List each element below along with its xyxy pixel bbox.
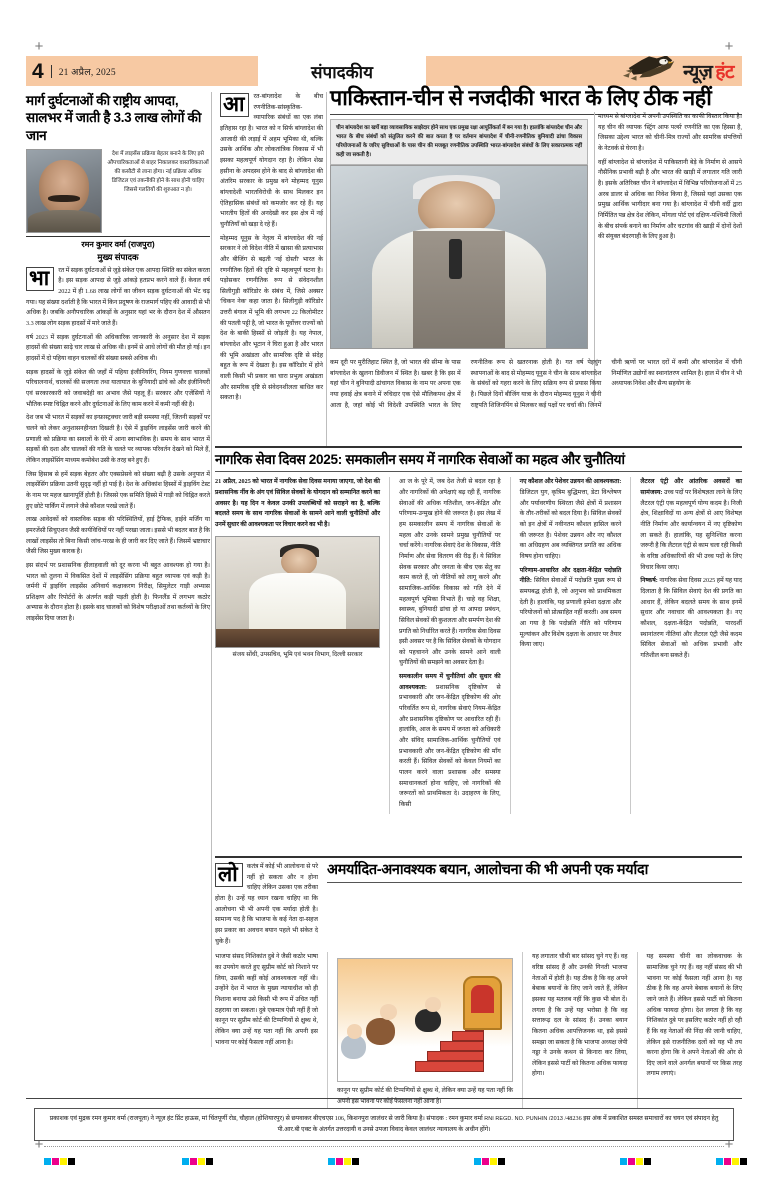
cmyk-bar-3 [328, 1158, 359, 1165]
lead-article-lower [330, 358, 742, 440]
editorial-para: देश जब भी भारत में सड़कों का इन्फ्रास्ट्रक्चर जारी बड़ी समस्या नहीं, जितनी सड़कों पर चलने को लेकर अनुशासनहीनता दिखती है। ऐसे में ड्राइविंग लाइसेंस जारी करने की प्रणाली को प्रक्रिया का सवालों के घेरे में आना स्वाभाविक है। समय के साथ भारत में सड़कों की दशा और चालकों की गति के चलते पर व्यापक परिवर्तन देखने को मिले हैं, लेकिन लाइसेंसिंग माध्यम कमोबेश उसी के तरह बने हुए हैं। [26, 414, 210, 464]
civil-services-para [640, 477, 742, 573]
cmyk-bar-4 [474, 1158, 505, 1165]
civil-services-subhead-2-text: डिजिटल युग, कृत्रिम बुद्धिमत्ता, डेटा विश्लेषण और पर्यावरणीय स्थिरता जैसे क्षेत्रों में प्रशासन के तौर-तरीकों को बदल दिया है। सिविल सेवकों को इन क्षेत्रों में नवीनतम कौशल हासिल करने की जरूरत है। पेशेवर उन्नयन और नए कौशल का अधिग्रहण अब व्यक्तिगत प्रगति का अधिक विषय होना चाहिए। [519, 488, 622, 560]
column-separator-1 [211, 92, 212, 1047]
cmyk-bar-2 [182, 1158, 213, 1165]
statement-dropcap: लो [215, 863, 243, 887]
civil-services-para [640, 576, 742, 661]
masthead-center [258, 56, 426, 86]
statement-col-2 [522, 952, 628, 1107]
editorial-para: जिस हिसाब से हमें सड़क बेहतर और एक्सप्रेसवे को संख्या बढ़ी है उसके अनुपात में लाइसेंसिंग प्रक्रिया उतनी सुदृढ़ नहीं हो पाई है। देश के अधिकांश हिस्सों में ड्राइविंग टेस्ट के नाम पर महज खानापूर्ति होती है। जिससे एक समिति हिस्से में गाड़ी को चिह्नित करते हुए छोटे पार्किंग में लगाने जैसे कौशल परखे जाते हैं। [26, 470, 210, 510]
masthead-right-band [426, 56, 742, 86]
article-divider-2 [215, 856, 742, 858]
civil-services-article [215, 452, 742, 814]
civil-services-byline: संजय सोंधी, उपसचिव, भूमि एवं भवन विभाग, दिल्ली सरकार [232, 651, 363, 658]
cmyk-bar-6 [716, 1158, 747, 1165]
civil-services-subhead-3-text: सिविल सेवाओं में पदोन्नति मुख्य रूप से समयबद्ध होती है, जो अनुभव को प्राथमिकता देती है। हालांकि, यह प्रणाली हमेशा दक्षता और परियोजनों को प्रोत्साहित नहीं करती। अब समय आ गया है कि पदोन्नति नीति को परिणाम मूल्यांकन और विशेष दक्षता के आधार पर तैयार किया जाए। [519, 577, 622, 649]
editorial-body [26, 266, 210, 628]
masthead-left-band [26, 56, 258, 86]
publication-date: 21 अप्रैल, 2025 [51, 65, 116, 78]
section-title: संपादकीय [311, 62, 373, 82]
editorial-author-role: मुख्य संपादक [97, 251, 139, 262]
lead-article-headline: पाकिस्तान-चीन से नजदीकी भारत के लिए ठीक नहीं [330, 86, 712, 110]
civil-services-subhead-1-text: प्रशासनिक दृष्टिकोण से प्रभावकारी और जन-केंद्रित दृष्टिकोण की ओर परिवर्तित रूप से, नागरिक सेवाएं नियम-केंद्रित और प्रशासनिक दृष्टिकोण पर आधारित रही हैं। हालांकि, आज के समय में जनता को अधिकारी और संविद सामाजिक-आर्थिक चुनौतियों एवं प्रभावकारी और जन-केंद्रित दृष्टिकोण की माँग करती हैं। सिविल सेवकों को केवल नियमों का पालन करने वाला प्रशासक और समस्या समाधानकर्ता होना चाहिए, जो नागरिकों की जरूरतों को प्राथमिकता दे। उदाहरण के लिए, किसी [399, 683, 501, 808]
civil-services-subhead-4: लैटरल एंट्री और आंतरिक अवसरों का सामंजस्य: [640, 478, 743, 496]
editorial-para: सड़क हादसों के जुड़े संकेत की जहाँ में पहिया इंजीनियरिंग, नियम गुणवत्ता चालकों परिचालनार्थ, चालकों की सजगता तथा यातायात के बुनियादी ढांचे को और इंजीनियरी एवं सरकारकारी को जवाबदेही का अभाव जैसे पहलू हैं। सरकार और एजेंसियों ने भौतिक स्पष्ट चिह्नित करने और दुर्घटनाओं के लिए काम करने में कमी नहीं की है। [26, 368, 210, 408]
statement-para: यह समस्या चीनी का लोकवाचक के सामाजिक चुने गए हैं। वह नहीं संसद की भी भावना पर कोई फैसला नहीं आना है। यह ठीक है कि वह अपने बेबाक बयानों के लिए जाने जाते हैं। लेकिन इससे पार्टी को कितना अधिक फायदा होगा। देश लगता है कि वह निशिकांत दुबे पर इसलिए कठोर नहीं हो रही हैं कि वह नेताओं की निंदा की जानी चाहिए, लेकिन इसे राजनीतिक दलों को यह भी तय करना होगा कि वे अपने नेताओं की ओर से दिए जाने वाले अनर्गल बयानों पर किस तरह लगाम लगाएं। [646, 953, 742, 1078]
editorial-photo-block [26, 149, 210, 233]
newspaper-logo [622, 56, 734, 86]
civil-services-conclusion-label: निष्कर्ष: [640, 577, 658, 585]
lead-article-side-column [598, 112, 742, 246]
registration-mark-top-right: + [724, 38, 734, 55]
narrow-column-dropcap: आ [220, 93, 249, 117]
cartoon-figure-3 [341, 1035, 365, 1059]
statement-cartoon [337, 958, 513, 1082]
masthead [26, 56, 742, 86]
imprint-text-2: /48236 इस अंक में प्रकाशित समस्त समाचारों का चयन एवं संपादन हेतु पी.आर.बी एक्ट के अंतर्गत उत्तरदायी व उनसे उपजा विवाद केवल जालंधर न्यायालय के अधीन होंगे। [277, 1115, 719, 1133]
editorial-para: इस संदर्भ पर प्रशासनिक हीलाहवाली को दूर करना भी बहुत आवश्यक हो गया है। भारत को तुलना में विकसित देशों में लाइसेंसिंग प्रक्रिया बहुत व्यापक एवं कड़ी है। जर्मनी में ड्राइविंग लाइसेंस अनिवार्य कक्षाकरण निरीक्ष, सिमुलेटर गाड़ी अभ्यास प्रशिक्षण और रिपोर्टरों के अंतर्गत कड़ी पड़ती होती है। फिनलैंड में लगभग कठोर अभ्यास के दौरान होता है। इसके बाद चालकों को विशेष परीक्षाओं तथा कर्तव्यों के लिए लाइसेंस दिया जाता है। [26, 561, 210, 623]
registration-mark-bottom-left: + [34, 1136, 44, 1153]
cmyk-bar-5 [620, 1158, 651, 1165]
editorial-author: रमन कुमार वर्मा (राजपुरा) [26, 236, 210, 250]
editorial-headline: मार्ग दुर्घटनाओं की राष्ट्रीय आपदा, सालभर में जाती है 3.3 लाख लोगों की जान [26, 93, 202, 143]
cartoon-figure-1 [366, 1018, 396, 1045]
cartoon-figure-2 [415, 1009, 441, 1032]
civil-services-lead: 21 अप्रैल, 2025 को भारत में नागरिक सेवा दिवस मनाया जाएगा, जो देश की प्रशासनिक नींव के अंग एवं सिविल सेवकों के योगदान को सम्मानित करने का अवसर है। यह दिन न केवल उनकी उपलब्धियों को सराहने का है, बल्कि बदलते समय के साथ नागरिक सेवाओं के सामने आने वाली चुनौतियों और उनमें सुधार की आवश्यकता पर विचार करने का भी है। [215, 478, 380, 528]
lead-article-para: माध्यम से बांग्लादेश में अपनी उपस्थिति का काफी विस्तार किया है। यह चीन की व्यापक 'स्ट्रिंग आफ पर्ल्स' रणनीति का एक हिस्सा है, जिसका उद्देश्य भारत को चीनी-मित्र राज्यों और सामरिक संपत्तियों के नेटवर्क से घेरना है। [598, 113, 742, 152]
editorial-para: वर्ष 2023 में सड़क दुर्घटनाओं की अधिकारिक जानकारी के अनुसार देश में सड़क हादसों की संख्या साढ़े चार लाख से अधिक थी। इनमें से आधे लोगों की मौत हो गई। इन हादसों में दो पहिया वाहन चालकों की संख्या सबसे अधिक थी। [26, 333, 210, 363]
civil-services-col-b [399, 477, 501, 810]
column-separator-2 [326, 92, 327, 447]
editorial-para: रत में सड़क दुर्घटनाओं से जुड़े संकेत एक आपदा स्थिति का संकेत करता है। इस सड़क आपदा से जुड़े आंकड़े हतप्रभ करने वाले हैं। केवल वर्ष 2022 में ही 1.68 लाख लोगों का जीवन सड़क दुर्घटनाओं की भेंट चढ़ गया। यह संख्या दर्शाती है कि भारत में किन प्रदूषण के राजमार्ग पहिए की आवादी से भी अधिक है। जबकि अनौपचारिक आंकड़ों के अनुसार यहां भर के दौरान देश में औसतन 3.3 लाख लोग सड़क हादसों में मारे जाते हैं। [26, 266, 210, 328]
statement-article [215, 862, 742, 1108]
statement-para: यह लगातार चौथी बार सांसद चुने गए हैं। वह वरिष्ठ सांसद हैं और उनकी गिनती भाजपा नेताओं में होती है। यह ठीक है कि वह अपने बेबाक बयानों के लिए जाने जाते हैं, लेकिन इसका यह मतलब नहीं कि कुछ भी बोल दें। लगता है कि उन्हें यह भरोसा है कि वह सत्तारूढ़ दल के सांसद हैं। उनका बयान कितना अधिक आपत्तिजनक था, इसे इससे समझा जा सकता है कि भाजपा अध्यक्ष जेपी नड्डा ने उनके कथन से किनारा कर लिया, लेकिन इससे पार्टी को कितना अधिक फायदा होगा। [532, 953, 628, 1078]
civil-services-conclusion-text: नागरिक सेवा दिवस 2025 हमें यह याद दिलाता है कि सिविल सेवाएं देश की प्रगति का आधार हैं, लेकिन बदलते समय के साथ इनमें सुधार और नवाचार की आवश्यकता है। नए कौशल, दक्षता-केंद्रित पदोन्नति, पारदर्शी स्थानांतरण नीतियां और लैटरल एंट्री जैसे कदम सिविल सेवाओं को अधिक प्रभावी और गतिशील बना सकते हैं। [640, 577, 743, 659]
civil-services-photo [215, 536, 380, 648]
statement-col-1 [215, 952, 318, 1107]
cartoon-caption: कानून पर सुप्रीम कोर्ट की टिप्पणियों से क्षुब्ध थे, लेकिन क्या उन्हें यह पता नहीं कि अपनी इस भावना पर कोई फैसलना नहीं आना है। [337, 1087, 513, 1105]
logo-text-primary: न्यूज़ [683, 62, 713, 83]
civil-services-para: आ ज के पूरे में, जब देश तेजी से बदल रहा है और नागरिकों की अपेक्षाएं बढ़ रही हैं, नागरिक सेवाओं की अधिक गतिशील, जन-केंद्रित और परिणाम-उन्मुख होने की जरूरत है। इस लेख में हम समकालीन समय में नागरिक सेवाओं के महत्व और उनके सामने प्रमुख चुनौतियों पर चर्चा करेंगे। नागरिक सेवाएं देश के विकास, नीति निर्माण और सेवा वितरण की रीढ़ हैं। ये सिविल सेवक सरकार और जनता के बीच एक सेतु का काम करते हैं, जो नीतियों को लागू करने और सामाजिक-आर्थिक विकास को गति देने में महत्वपूर्ण भूमिका निभाते हैं। चाहे वह शिक्षा, स्वास्थ्य, बुनियादी ढांचा हो या आपदा प्रबंधन, सिविल सेवकों की कुशलता और समर्पण देश की प्रगति को निर्धारित करते हैं। नागरिक सेवा दिवस इसी अवसर पर है कि सिविल सेवकों के योगदान को पहचानने और उनके सामने आने वाली चुनौतियों की समझने का अवसर देता है। [399, 478, 501, 667]
civil-services-col-c [520, 477, 622, 651]
lead-article-para: कम दूरी पर मुरीतिहाट स्थित है, जो भारत की सीमा के पास बांग्लादेश के खुलना डिवीजन में स्थित है। खबर है कि इस में यहां चीन ने बुनियादी ढांचागत विकास के नाम पर अपना एक नया हवाई क्षेत्र बनाने में रुचिदार एक ऐसे मौलिकपथ क्षेत्र में आता है, जहां कोई भी विदेशी उपस्थिति भारत के लिए रणनीतिक रूप से खतरनाक होती है। गत वर्ष पेइचुंग स्थापनाओं के बाद से मोहम्मद यूनुस ने चीन के साथ बांग्लादेश के संबंधों को गहरा करने के लिए सक्रिय रूप से प्रयास किया है। पिछले दिनों बीजिंग यात्रा के दौरान मोहम्मद यूनुस ने चीनी राष्ट्रपति शिजिनपिंग से मिलकर कई पक्षों पर चर्चा की। जिनमें चीनी ऋणों पर भारत दरों में कमी और बांग्लादेश में चीनी निर्माणित उद्योगों का स्थानांतरण शामिल है। हाल में चीन ने भी अध्यापक निवेश और सैन्य सहयोग के [330, 359, 742, 409]
editor-portrait [26, 149, 102, 233]
lead-article-lower-cols [330, 358, 742, 440]
narrow-column-top [215, 92, 323, 447]
lead-article-photo [330, 165, 588, 349]
narrow-column-para: रत-बांग्लादेश के बीच रणनीतिक-सांस्कृतिक-व्यापारिक संबंधों का एक लंबा इतिहास रहा है। भारत को न सिर्फ बांग्लादेश की आजादी की लड़ाई में अहम भूमिका थी, बल्कि उसके आर्थिक और लोकतांत्रिक विकास में भी इसका महत्वपूर्ण योगदान रहा है। लेकिन शेख हसीना के अपदस्थ होने के बाद से बांग्लादेश की अंतरिम सरकार के प्रमुख बने मोहम्मद यूनुस बांग्लादेशी भारतविरोधी के साथ मिलकर इन ऐतिहासिक संबंधों को कमजोर कर रहे हैं। यह भारतीय हितों की अनदेखी कर इस क्षेत्र में नई चुनौतियाँ को खड़ा दे रहे हैं। [220, 93, 323, 228]
civil-services-para [520, 566, 622, 651]
statement-headline: अमर्यादित-अनावश्यक बयान, आलोचना की भी अपनी एक मर्यादा [327, 862, 649, 878]
imprint-rni: RNI REGD. NO. PUNHIN /2013 [484, 1116, 563, 1122]
civil-services-subhead-3: परिणाम-आधारित और दक्षता-केंद्रित पदोन्नति नीति: [519, 566, 622, 585]
editorial-column [26, 92, 210, 1047]
civil-services-col-d [640, 477, 742, 661]
editorial-pull-quote: देश में लाइसेंस प्रक्रिया बेहतर बनाने के लिए इसे औपचारिकताओं से बाहर निकालकर वास्तविकताओं की कसौटी से लाना होगा। नई प्रक्रिया अधिक डिजिटल एवं तकनीकी होने के साथ होनी चाहिए जिससे गलतियों की शुरुआत न हो। [107, 150, 209, 193]
civil-services-subhead-2: नए कौशल और पेशेवर उन्नयन की आवश्यकता: [519, 478, 622, 486]
editorial-para: लाख आवेदकों को वास्तविक सड़क की परिस्थितियों, हाई ट्रैफिक, हाईवे मर्जिंग या इमरजेंसी सिचुएशन जैसी कार्यविधियों पर नहीं परखा जाता। इससे भी बदतर बात है कि लाखों लाइसेंस तो बिना किसी जांच-परख के ही जारी कर दिए जाते हैं। जिसमें भ्रष्टाचार जैसी जिस मुख्य कारक है। [26, 516, 210, 556]
statement-intro-column [215, 862, 318, 947]
civil-services-para [520, 477, 622, 562]
article-divider-1 [215, 446, 742, 448]
civil-services-rule [215, 471, 742, 472]
statement-rule [327, 882, 742, 883]
lead-article-para: वहीं बांग्लादेश से बांग्लादेश में पाकिस्तानी बेड़े के निर्माण से आसपे नौसैनिक प्रभावी बढ़ी है और भारत की खाड़ी में लगातार गति जारी है। इसके अतिरिक्त चीन ने बांग्लादेश में विभिन्न परियोजनाओं में 25 अरब डालर से अधिक का निवेश किया है, जिससे यहां उसका एक प्रमुख आर्थिक भागीदार बना गया है। बांग्लादेश में चीनी वर्दी द्वारा निर्मितित पन्न क्षेत्र देश लेकिन, मोंगला पोर्ट एवं दक्षिण-पश्चिमी जिलों के बीच संपर्क बनाने का निर्माण और चटगांव की खाड़ी में दोनों देशों की संयुक्त बंदरगाही के लिए हुआ है। [598, 158, 742, 241]
eagle-icon [622, 56, 680, 83]
civil-services-subhead-1: समकालीन समय में चुनौतियां और सुधार की आवश्यकता: [399, 673, 501, 691]
statement-para: भाजपा संसद निशिकांत दुबे ने जैसी कठोर भाषा का उपयोग करते हुए सुप्रीम कोर्ट को निशाने पर लिया, उसकी कहीं कोई आवश्यकता नहीं थी। उन्होंने देश में भारत के मुख्य न्यायाधीश को ही निशाना बनाया उसे किसी भी रूप में उचित नहीं ठहराया जा सकता। दुबे एकमात्र ऐसी नहीं हैं जो कानून पर सुप्रीम कोर्ट की टिप्पणियों से क्षुब्ध थे, लेकिन क्या उन्हें यह पता नहीं कि अपनी इस भावना पर कोई फैसला नहीं आना है। [215, 953, 318, 1046]
imprint-box [34, 1108, 734, 1141]
statement-intro-text: कतंत्र में कोई भी आलोचना से परे नहीं हो सकता और न होना चाहिए लेकिन उसका एक तरीका होता है। उन्हें यह ध्यान रखना चाहिए था कि आलोचना भी भी अपनी एक मर्यादा होती है। सामान्य पद है कि भाजपा के कई नेता दा-सहज इस प्रकार का अवचन बयान पहले भी संकेत दे चुके हैं। [215, 863, 318, 945]
civil-services-headline: नागरिक सेवा दिवस 2025: समकालीन समय में नागरिक सेवाओं का महत्व और चुनौतियां [215, 452, 625, 467]
civil-services-subhead-4-text: उच्च पदों पर विशेषज्ञता लाने के लिए लैटरल एंट्री एक महत्वपूर्ण योग्य कदम है। निजी क्षेत्र, शिक्षाविदों या अन्य क्षेत्रों से आए विशेषज्ञ नीति निर्माण और कार्यान्वयन में नए दृष्टिकोण ला सकते हैं। हालांकि, यह सुनिश्चित करना जरूरी है कि लैटरल एंट्री से काम चला रही किसी के वरिष्ठ अधिकारियों की भी उच्च पदों के लिए विचार किया जाए। [640, 488, 743, 571]
civil-services-para [399, 672, 501, 811]
trim-dash-line [44, 1146, 724, 1147]
imprint-text: प्रकाशक एवं मुद्रक रमन कुमार वर्मा (राजपूता) ने न्यूज़ हंट प्रिंट हाऊस, मां चिंतपूर्णी रोड, चौहाल (होशियारपुर) से छपवाकर बीएचएस 106, किशनपुरा जालंधर से जारी किया है। संपादक : रमन कुमार वर्मा [49, 1115, 483, 1122]
page-number: 4 [32, 59, 44, 83]
registration-mark-top-left: + [34, 38, 44, 55]
statement-col-3 [637, 952, 743, 1107]
cartoon-throne-icon [463, 976, 501, 1030]
footer-divider [26, 1098, 742, 1099]
editorial-dropcap: भा [26, 267, 54, 291]
logo-text-secondary: हंट [715, 62, 734, 83]
narrow-column-para: मोहम्मद यूनुस के नेतृत्व में बांग्लादेश की नई सरकार ने लो विदेश नीति में खासा की प्रत्याभास और बीजिंग से बढ़ती 'नई दोस्ती' भारत के रणनीतिक हितों की दृष्टि से महत्वपूर्ण घटना है। पड़ोसकर रणनीतिक रूप से संवेदनशील सिलीगुड़ी कॉरिडोर के संबंध में, जिसे अक्सर 'चिकन नेक' कहा जाता है। सिलीगुड़ी कॉरिडोर उत्तरी बंगाल में भूमि की लगभग 22 किलोमीटर की पतली पट्टी है, जो भारत के पूर्वोत्तर राज्यों को देश के बाकी हिस्सों से जोड़ती है। यह नेपाल, बांग्लादेश और भूटान ने घिरा हुआ है और भारत की भूमि अखंडता और सामरिक दृष्टि से संदेह बहुत के रूप में देखता है। इस कॉरिडोर में होने वाली किसी भी प्रकार का चारा प्रभुत्व अखंडता और सामरिक दृष्टि से संवेदनशीलता बाधित कर सकता है। [220, 234, 323, 402]
registration-mark-bottom-right: + [724, 1136, 734, 1153]
cmyk-bar-1 [44, 1158, 75, 1165]
lead-article-standfirst: चीन बांग्लादेश का खर्चे बड़ा व्यावसायिक साझेदार होने साथ एक प्रमुख रक्षा आपूर्तिकर्ता में बन गया है। हालांकि बांग्लादेश चीन और भारत के बीच संबंधों को संतुलित करने की बात करता है पर वर्तमान बांग्लादेश में चीनी-रणनीतिक बुनियादी ढांचा विकास परियोजनाओं के जरिए सुविधाओं के पास चीन की मजबूत रणनीतिक उपस्थिति भारत-बांग्लादेश संबंधों के लिए सकारात्मक नहीं कही जा सकती है। [330, 119, 588, 165]
